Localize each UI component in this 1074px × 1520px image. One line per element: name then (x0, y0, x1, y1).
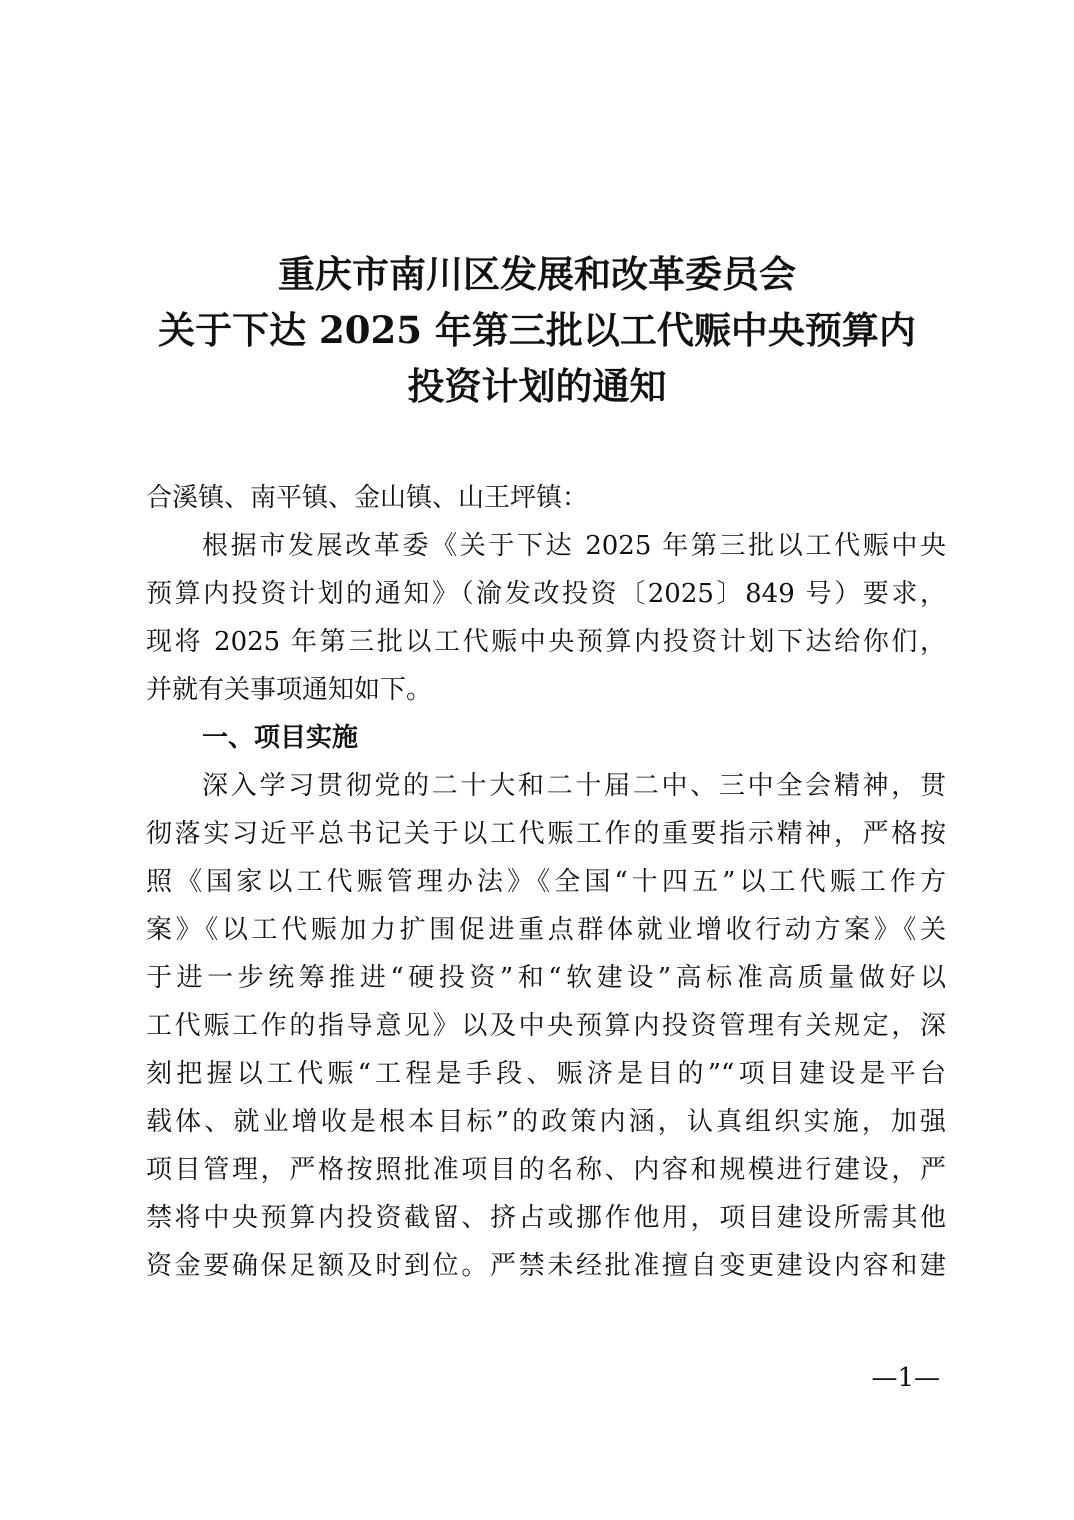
document-title (80, 246, 994, 414)
addressee: 合溪镇、南平镇、金山镇、山王坪镇： (146, 483, 589, 513)
paragraph-1-line-3: 现将 2025 年第三批以工代赈中央预算内投资计划下达给你们， (146, 627, 946, 657)
paragraph-2-line-1: 深入学习贯彻党的二十大和二十届二中、三中全会精神，贯 (202, 771, 946, 801)
section-heading-1: 一、项目实施 (202, 723, 359, 753)
paragraph-1-line-4: 并就有关事项通知如下。 (146, 675, 433, 705)
document-body (146, 474, 946, 1290)
paragraph-1-line-1: 根据市发展改革委《关于下达 2025 年第三批以工代赈中央 (202, 531, 946, 561)
paragraph-2-line-7: 刻把握以工代赈“工程是手段、赈济是目的”“项目建设是平台 (146, 1059, 946, 1089)
paragraph-2-line-9: 项目管理，严格按照批准项目的名称、内容和规模进行建设，严 (146, 1155, 946, 1185)
title-line-3: 投资计划的通知 (407, 364, 667, 408)
paragraph-2-line-4: 案》《以工代赈加力扩围促进重点群体就业增收行动方案》《关 (146, 915, 946, 945)
paragraph-2-line-2: 彻落实习近平总书记关于以工代赈工作的重要指示精神，严格按 (146, 819, 946, 849)
paragraph-2-line-10: 禁将中央预算内投资截留、挤占或挪作他用，项目建设所需其他 (146, 1203, 946, 1233)
title-line-1: 重庆市南川区发展和改革委员会 (278, 252, 796, 296)
title-line-2: 关于下达 2025 年第三批以工代赈中央预算内 (158, 308, 916, 352)
page-number: —1— (871, 1363, 940, 1393)
paragraph-2-line-6: 工代赈工作的指导意见》以及中央预算内投资管理有关规定，深 (146, 1011, 946, 1041)
paragraph-2-line-3: 照《国家以工代赈管理办法》《全国“十四五”以工代赈工作方 (146, 867, 946, 897)
paragraph-2-line-5: 于进一步统筹推进“硬投资”和“软建设”高标准高质量做好以 (146, 963, 946, 993)
paragraph-1-line-2: 预算内投资计划的通知》（渝发改投资〔2025〕849 号）要求， (146, 579, 946, 609)
paragraph-2-line-8: 载体、就业增收是根本目标”的政策内涵，认真组织实施，加强 (146, 1107, 946, 1137)
paragraph-2-line-11: 资金要确保足额及时到位。严禁未经批准擅自变更建设内容和建 (146, 1251, 946, 1281)
